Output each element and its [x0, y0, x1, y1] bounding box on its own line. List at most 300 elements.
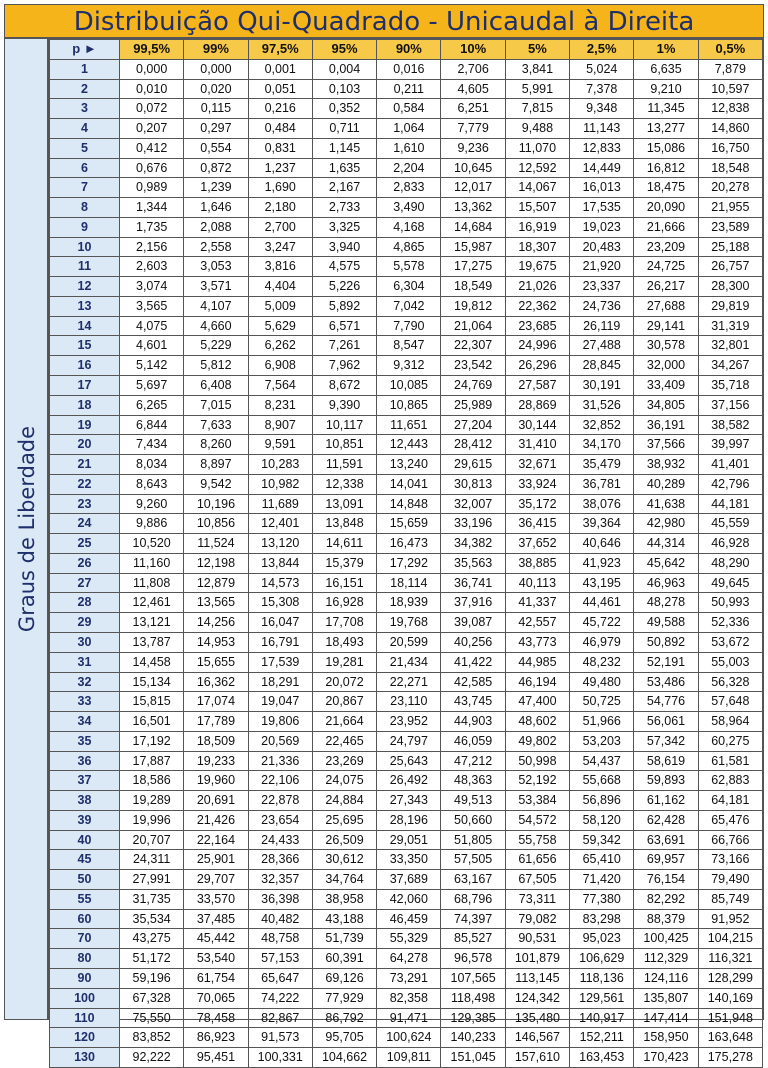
critical-value-cell: 20,599	[377, 632, 441, 652]
degrees-of-freedom-cell: 23	[50, 494, 120, 514]
critical-value-cell: 51,739	[312, 929, 376, 949]
critical-value-cell: 23,589	[698, 217, 762, 237]
critical-value-cell: 152,211	[570, 1028, 634, 1048]
degrees-of-freedom-cell: 29	[50, 613, 120, 633]
critical-value-cell: 13,277	[634, 119, 698, 139]
critical-value-cell: 57,342	[634, 731, 698, 751]
critical-value-cell: 12,838	[698, 99, 762, 119]
critical-value-cell: 38,582	[698, 415, 762, 435]
page-title: Distribuição Qui-Quadrado - Unicaudal à Direita	[5, 5, 763, 39]
critical-value-cell: 8,260	[184, 435, 248, 455]
critical-value-cell: 40,113	[505, 573, 569, 593]
critical-value-cell: 39,997	[698, 435, 762, 455]
critical-value-cell: 41,638	[634, 494, 698, 514]
degrees-of-freedom-cell: 36	[50, 751, 120, 771]
degrees-of-freedom-cell: 20	[50, 435, 120, 455]
critical-value-cell: 124,116	[634, 968, 698, 988]
critical-value-cell: 1,064	[377, 119, 441, 139]
degrees-of-freedom-cell: 120	[50, 1028, 120, 1048]
critical-value-cell: 49,802	[505, 731, 569, 751]
table-row	[50, 613, 763, 633]
critical-value-cell: 49,480	[570, 672, 634, 692]
critical-value-cell: 41,923	[570, 553, 634, 573]
critical-value-cell: 2,603	[120, 257, 184, 277]
critical-value-cell: 31,319	[698, 316, 762, 336]
critical-value-cell: 7,790	[377, 316, 441, 336]
critical-value-cell: 4,660	[184, 316, 248, 336]
critical-value-cell: 5,629	[248, 316, 312, 336]
critical-value-cell: 2,156	[120, 237, 184, 257]
critical-value-cell: 79,490	[698, 870, 762, 890]
critical-value-cell: 40,482	[248, 909, 312, 929]
critical-value-cell: 28,869	[505, 395, 569, 415]
critical-value-cell: 3,325	[312, 217, 376, 237]
critical-value-cell: 45,722	[570, 613, 634, 633]
critical-value-cell: 1,145	[312, 138, 376, 158]
critical-value-cell: 5,229	[184, 336, 248, 356]
critical-value-cell: 51,172	[120, 949, 184, 969]
degrees-of-freedom-cell: 90	[50, 968, 120, 988]
degrees-of-freedom-cell: 40	[50, 830, 120, 850]
critical-value-cell: 50,725	[570, 692, 634, 712]
critical-value-cell: 2,167	[312, 178, 376, 198]
critical-value-cell: 19,675	[505, 257, 569, 277]
critical-value-cell: 104,215	[698, 929, 762, 949]
table-row	[50, 553, 763, 573]
critical-value-cell: 2,733	[312, 198, 376, 218]
degrees-of-freedom-cell: 5	[50, 138, 120, 158]
critical-value-cell: 163,453	[570, 1048, 634, 1068]
critical-value-cell: 37,156	[698, 395, 762, 415]
critical-value-cell: 25,695	[312, 810, 376, 830]
critical-value-cell: 175,278	[698, 1048, 762, 1068]
critical-value-cell: 100,624	[377, 1028, 441, 1048]
critical-value-cell: 83,298	[570, 909, 634, 929]
critical-value-cell: 14,256	[184, 613, 248, 633]
critical-value-cell: 19,812	[441, 296, 505, 316]
critical-value-cell: 5,024	[570, 59, 634, 79]
table-row	[50, 356, 763, 376]
critical-value-cell: 146,567	[505, 1028, 569, 1048]
critical-value-cell: 63,691	[634, 830, 698, 850]
critical-value-cell: 16,919	[505, 217, 569, 237]
critical-value-cell: 34,267	[698, 356, 762, 376]
critical-value-cell: 1,344	[120, 198, 184, 218]
critical-value-cell: 5,697	[120, 376, 184, 396]
critical-value-cell: 17,292	[377, 553, 441, 573]
critical-value-cell: 32,357	[248, 870, 312, 890]
degrees-of-freedom-cell: 33	[50, 692, 120, 712]
critical-value-cell: 35,172	[505, 494, 569, 514]
critical-value-cell: 24,433	[248, 830, 312, 850]
table-row	[50, 850, 763, 870]
critical-value-cell: 0,004	[312, 59, 376, 79]
critical-value-cell: 22,164	[184, 830, 248, 850]
critical-value-cell: 37,652	[505, 534, 569, 554]
critical-value-cell: 7,779	[441, 119, 505, 139]
table-row	[50, 1028, 763, 1048]
table-row	[50, 316, 763, 336]
critical-value-cell: 11,689	[248, 494, 312, 514]
critical-value-cell: 96,578	[441, 949, 505, 969]
degrees-of-freedom-cell: 31	[50, 652, 120, 672]
critical-value-cell: 112,329	[634, 949, 698, 969]
critical-value-cell: 86,923	[184, 1028, 248, 1048]
critical-value-cell: 68,796	[441, 889, 505, 909]
critical-value-cell: 86,792	[312, 1008, 376, 1028]
critical-value-cell: 69,126	[312, 968, 376, 988]
critical-value-cell: 23,209	[634, 237, 698, 257]
critical-value-cell: 34,382	[441, 534, 505, 554]
degrees-of-freedom-cell: 22	[50, 474, 120, 494]
degrees-of-freedom-cell: 15	[50, 336, 120, 356]
critical-value-cell: 15,134	[120, 672, 184, 692]
table-row	[50, 534, 763, 554]
critical-value-cell: 42,796	[698, 474, 762, 494]
critical-value-cell: 46,963	[634, 573, 698, 593]
degrees-of-freedom-cell: 24	[50, 514, 120, 534]
critical-value-cell: 18,939	[377, 593, 441, 613]
table-row	[50, 217, 763, 237]
critical-value-cell: 64,278	[377, 949, 441, 969]
degrees-of-freedom-cell: 70	[50, 929, 120, 949]
degrees-of-freedom-cell: 38	[50, 791, 120, 811]
critical-value-cell: 14,067	[505, 178, 569, 198]
critical-value-cell: 54,776	[634, 692, 698, 712]
critical-value-cell: 65,647	[248, 968, 312, 988]
critical-value-cell: 33,409	[634, 376, 698, 396]
critical-value-cell: 7,879	[698, 59, 762, 79]
table-row	[50, 968, 763, 988]
critical-value-cell: 40,256	[441, 632, 505, 652]
critical-value-cell: 46,928	[698, 534, 762, 554]
critical-value-cell: 63,167	[441, 870, 505, 890]
table-row	[50, 889, 763, 909]
critical-value-cell: 22,465	[312, 731, 376, 751]
critical-value-cell: 158,950	[634, 1028, 698, 1048]
critical-value-cell: 17,539	[248, 652, 312, 672]
critical-value-cell: 106,629	[570, 949, 634, 969]
critical-value-cell: 60,275	[698, 731, 762, 751]
critical-value-cell: 50,993	[698, 593, 762, 613]
critical-value-cell: 54,437	[570, 751, 634, 771]
critical-value-cell: 6,262	[248, 336, 312, 356]
critical-value-cell: 0,554	[184, 138, 248, 158]
critical-value-cell: 13,240	[377, 455, 441, 475]
critical-value-cell: 40,646	[570, 534, 634, 554]
critical-value-cell: 7,434	[120, 435, 184, 455]
critical-value-cell: 32,801	[698, 336, 762, 356]
critical-value-cell: 7,042	[377, 296, 441, 316]
critical-value-cell: 14,611	[312, 534, 376, 554]
table-row	[50, 909, 763, 929]
degrees-of-freedom-cell: 19	[50, 415, 120, 435]
critical-value-cell: 74,222	[248, 988, 312, 1008]
degrees-of-freedom-cell: 18	[50, 395, 120, 415]
critical-value-cell: 0,211	[377, 79, 441, 99]
critical-value-cell: 5,009	[248, 296, 312, 316]
critical-value-cell: 43,188	[312, 909, 376, 929]
critical-value-cell: 24,884	[312, 791, 376, 811]
critical-value-cell: 59,893	[634, 771, 698, 791]
critical-value-cell: 23,952	[377, 712, 441, 732]
critical-value-cell: 25,643	[377, 751, 441, 771]
critical-value-cell: 20,691	[184, 791, 248, 811]
critical-value-cell: 2,700	[248, 217, 312, 237]
critical-value-cell: 10,865	[377, 395, 441, 415]
critical-value-cell: 12,592	[505, 158, 569, 178]
critical-value-cell: 55,003	[698, 652, 762, 672]
critical-value-cell: 45,642	[634, 553, 698, 573]
critical-value-cell: 14,848	[377, 494, 441, 514]
critical-value-cell: 45,442	[184, 929, 248, 949]
critical-value-cell: 17,535	[570, 198, 634, 218]
critical-value-cell: 7,564	[248, 376, 312, 396]
critical-value-cell: 151,948	[698, 1008, 762, 1028]
critical-value-cell: 109,811	[377, 1048, 441, 1068]
critical-value-cell: 5,892	[312, 296, 376, 316]
critical-value-cell: 9,348	[570, 99, 634, 119]
critical-value-cell: 28,196	[377, 810, 441, 830]
degrees-of-freedom-cell: 2	[50, 79, 120, 99]
table-row	[50, 237, 763, 257]
critical-value-cell: 104,662	[312, 1048, 376, 1068]
table-row	[50, 415, 763, 435]
critical-value-cell: 14,684	[441, 217, 505, 237]
critical-value-cell: 70,065	[184, 988, 248, 1008]
critical-value-cell: 0,001	[248, 59, 312, 79]
critical-value-cell: 65,476	[698, 810, 762, 830]
critical-value-cell: 28,412	[441, 435, 505, 455]
critical-value-cell: 18,114	[377, 573, 441, 593]
critical-value-cell: 48,232	[570, 652, 634, 672]
critical-value-cell: 41,337	[505, 593, 569, 613]
degrees-of-freedom-cell: 34	[50, 712, 120, 732]
table-row	[50, 712, 763, 732]
critical-value-cell: 53,203	[570, 731, 634, 751]
critical-value-cell: 0,115	[184, 99, 248, 119]
critical-value-cell: 32,000	[634, 356, 698, 376]
critical-value-cell: 14,573	[248, 573, 312, 593]
critical-value-cell: 42,557	[505, 613, 569, 633]
critical-value-cell: 62,428	[634, 810, 698, 830]
critical-value-cell: 24,996	[505, 336, 569, 356]
critical-value-cell: 82,292	[634, 889, 698, 909]
table-row	[50, 830, 763, 850]
critical-value-cell: 15,507	[505, 198, 569, 218]
table-row	[50, 514, 763, 534]
degrees-of-freedom-cell: 55	[50, 889, 120, 909]
table-row	[50, 652, 763, 672]
critical-value-cell: 13,565	[184, 593, 248, 613]
degrees-of-freedom-cell: 35	[50, 731, 120, 751]
critical-value-cell: 39,364	[570, 514, 634, 534]
table-row	[50, 692, 763, 712]
critical-value-cell: 60,391	[312, 949, 376, 969]
probability-column-header: 10%	[441, 40, 505, 60]
critical-value-cell: 4,075	[120, 316, 184, 336]
degrees-of-freedom-cell: 12	[50, 277, 120, 297]
critical-value-cell: 95,023	[570, 929, 634, 949]
critical-value-cell: 57,153	[248, 949, 312, 969]
critical-value-cell: 91,471	[377, 1008, 441, 1028]
critical-value-cell: 61,754	[184, 968, 248, 988]
critical-value-cell: 75,550	[120, 1008, 184, 1028]
critical-value-cell: 5,578	[377, 257, 441, 277]
critical-value-cell: 12,443	[377, 435, 441, 455]
critical-value-cell: 30,612	[312, 850, 376, 870]
critical-value-cell: 17,789	[184, 712, 248, 732]
critical-value-cell: 85,527	[441, 929, 505, 949]
degrees-of-freedom-cell: 30	[50, 632, 120, 652]
critical-value-cell: 32,671	[505, 455, 569, 475]
critical-value-cell: 13,848	[312, 514, 376, 534]
critical-value-cell: 11,808	[120, 573, 184, 593]
critical-value-cell: 48,758	[248, 929, 312, 949]
probability-column-header: 2,5%	[570, 40, 634, 60]
critical-value-cell: 21,426	[184, 810, 248, 830]
degrees-of-freedom-cell: 1	[50, 59, 120, 79]
critical-value-cell: 128,299	[698, 968, 762, 988]
critical-value-cell: 20,483	[570, 237, 634, 257]
critical-value-cell: 21,434	[377, 652, 441, 672]
critical-value-cell: 22,271	[377, 672, 441, 692]
critical-value-cell: 47,400	[505, 692, 569, 712]
critical-value-cell: 13,362	[441, 198, 505, 218]
critical-value-cell: 47,212	[441, 751, 505, 771]
critical-value-cell: 1,610	[377, 138, 441, 158]
critical-value-cell: 15,308	[248, 593, 312, 613]
critical-value-cell: 28,300	[698, 277, 762, 297]
critical-value-cell: 118,498	[441, 988, 505, 1008]
critical-value-cell: 91,573	[248, 1028, 312, 1048]
critical-value-cell: 56,896	[570, 791, 634, 811]
critical-value-cell: 22,106	[248, 771, 312, 791]
critical-value-cell: 0,676	[120, 158, 184, 178]
critical-value-cell: 19,289	[120, 791, 184, 811]
critical-value-cell: 3,841	[505, 59, 569, 79]
critical-value-cell: 16,362	[184, 672, 248, 692]
critical-value-cell: 107,565	[441, 968, 505, 988]
critical-value-cell: 140,917	[570, 1008, 634, 1028]
critical-value-cell: 28,366	[248, 850, 312, 870]
critical-value-cell: 41,401	[698, 455, 762, 475]
critical-value-cell: 32,007	[441, 494, 505, 514]
critical-value-cell: 52,336	[698, 613, 762, 633]
critical-value-cell: 6,408	[184, 376, 248, 396]
critical-value-cell: 35,563	[441, 553, 505, 573]
critical-value-cell: 8,907	[248, 415, 312, 435]
critical-value-cell: 7,015	[184, 395, 248, 415]
critical-value-cell: 6,251	[441, 99, 505, 119]
critical-value-cell: 11,591	[312, 455, 376, 475]
critical-value-cell: 67,328	[120, 988, 184, 1008]
table-row	[50, 59, 763, 79]
critical-value-cell: 23,542	[441, 356, 505, 376]
critical-value-cell: 124,342	[505, 988, 569, 1008]
critical-value-cell: 48,290	[698, 553, 762, 573]
table-row	[50, 395, 763, 415]
critical-value-cell: 26,217	[634, 277, 698, 297]
table-row	[50, 277, 763, 297]
critical-value-cell: 30,813	[441, 474, 505, 494]
critical-value-cell: 9,886	[120, 514, 184, 534]
critical-value-cell: 19,996	[120, 810, 184, 830]
degrees-of-freedom-sidebar	[5, 39, 49, 1019]
critical-value-cell: 0,020	[184, 79, 248, 99]
critical-value-cell: 95,705	[312, 1028, 376, 1048]
degrees-of-freedom-cell: 14	[50, 316, 120, 336]
table-row	[50, 99, 763, 119]
critical-value-cell: 15,086	[634, 138, 698, 158]
critical-value-cell: 44,181	[698, 494, 762, 514]
critical-value-cell: 5,991	[505, 79, 569, 99]
degrees-of-freedom-cell: 32	[50, 672, 120, 692]
critical-value-cell: 38,932	[634, 455, 698, 475]
critical-value-cell: 10,085	[377, 376, 441, 396]
critical-value-cell: 3,490	[377, 198, 441, 218]
critical-value-cell: 50,892	[634, 632, 698, 652]
critical-value-cell: 77,929	[312, 988, 376, 1008]
table-row	[50, 751, 763, 771]
critical-value-cell: 11,143	[570, 119, 634, 139]
critical-value-cell: 0,989	[120, 178, 184, 198]
degrees-of-freedom-cell: 13	[50, 296, 120, 316]
critical-value-cell: 67,505	[505, 870, 569, 890]
critical-value-cell: 23,337	[570, 277, 634, 297]
critical-value-cell: 13,120	[248, 534, 312, 554]
table-body	[50, 59, 763, 1067]
table-row	[50, 435, 763, 455]
critical-value-cell: 26,757	[698, 257, 762, 277]
critical-value-cell: 113,145	[505, 968, 569, 988]
critical-value-cell: 4,601	[120, 336, 184, 356]
table-row	[50, 949, 763, 969]
degrees-of-freedom-cell: 7	[50, 178, 120, 198]
critical-value-cell: 24,075	[312, 771, 376, 791]
critical-value-cell: 140,233	[441, 1028, 505, 1048]
critical-value-cell: 59,342	[570, 830, 634, 850]
critical-value-cell: 42,585	[441, 672, 505, 692]
critical-value-cell: 9,236	[441, 138, 505, 158]
critical-value-cell: 7,962	[312, 356, 376, 376]
table-row	[50, 632, 763, 652]
critical-value-cell: 2,204	[377, 158, 441, 178]
probability-header: p ►	[50, 40, 120, 60]
chi-square-table	[49, 39, 763, 1068]
critical-value-cell: 57,505	[441, 850, 505, 870]
critical-value-cell: 0,584	[377, 99, 441, 119]
critical-value-cell: 21,664	[312, 712, 376, 732]
critical-value-cell: 77,380	[570, 889, 634, 909]
critical-value-cell: 29,141	[634, 316, 698, 336]
table-row	[50, 178, 763, 198]
critical-value-cell: 73,291	[377, 968, 441, 988]
table-row	[50, 336, 763, 356]
critical-value-cell: 0,711	[312, 119, 376, 139]
critical-value-cell: 6,304	[377, 277, 441, 297]
critical-value-cell: 6,635	[634, 59, 698, 79]
critical-value-cell: 23,269	[312, 751, 376, 771]
critical-value-cell: 49,513	[441, 791, 505, 811]
degrees-of-freedom-cell: 3	[50, 99, 120, 119]
critical-value-cell: 1,735	[120, 217, 184, 237]
degrees-of-freedom-cell: 28	[50, 593, 120, 613]
critical-value-cell: 48,602	[505, 712, 569, 732]
critical-value-cell: 0,072	[120, 99, 184, 119]
critical-value-cell: 48,278	[634, 593, 698, 613]
critical-value-cell: 56,328	[698, 672, 762, 692]
